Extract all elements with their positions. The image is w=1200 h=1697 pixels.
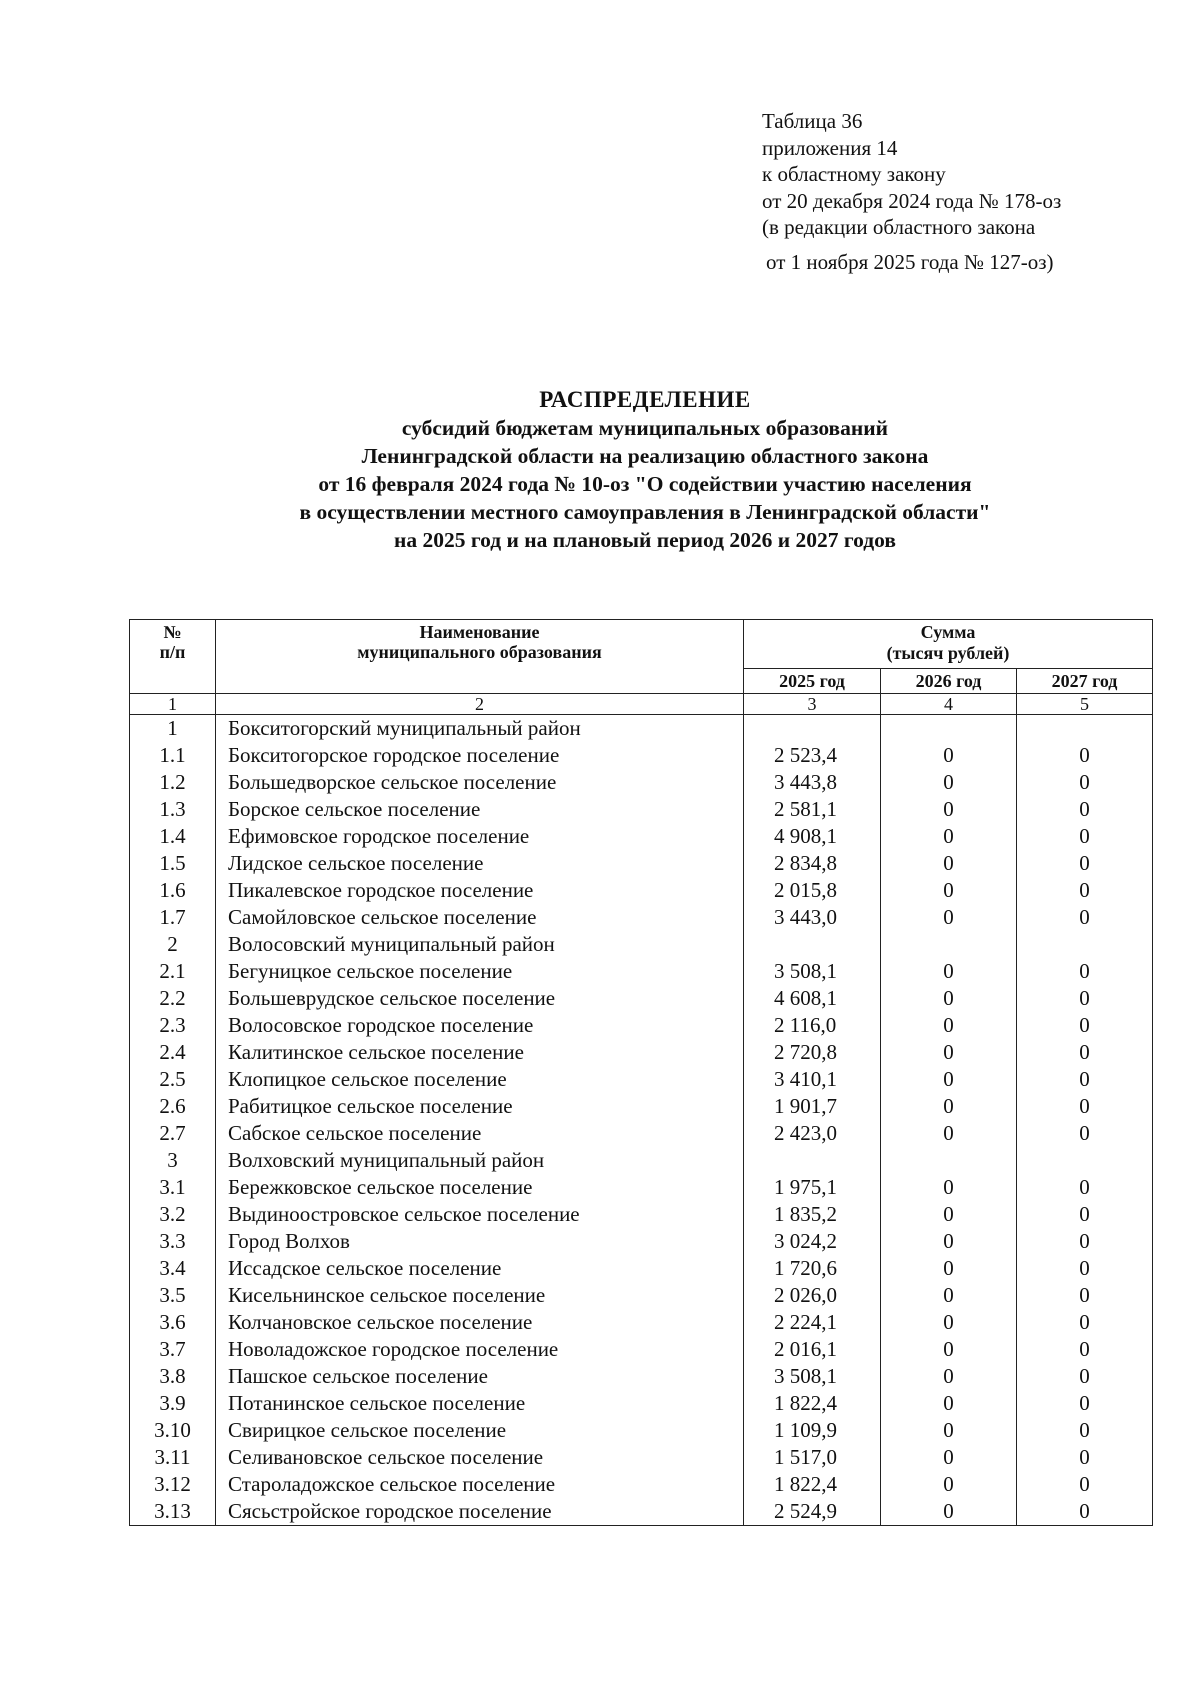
row-value-2025: 1 517,0 bbox=[744, 1444, 881, 1471]
row-value-2025 bbox=[744, 1147, 881, 1174]
row-value-2027: 0 bbox=[1017, 1174, 1153, 1201]
row-value-2027: 0 bbox=[1017, 1444, 1153, 1471]
row-value-2027: 0 bbox=[1017, 1255, 1153, 1282]
row-name: Староладожское сельское поселение bbox=[216, 1471, 744, 1498]
title-main: РАСПРЕДЕЛЕНИЕ bbox=[539, 387, 751, 412]
row-value-2025: 3 410,1 bbox=[744, 1066, 881, 1093]
row-value-2025 bbox=[744, 931, 881, 958]
row-value-2027: 0 bbox=[1017, 742, 1153, 769]
row-value-2027: 0 bbox=[1017, 1093, 1153, 1120]
row-number: 2.4 bbox=[130, 1039, 216, 1066]
row-value-2025: 2 834,8 bbox=[744, 850, 881, 877]
table-row bbox=[130, 796, 1153, 823]
table-reference-header bbox=[762, 108, 1061, 275]
row-number: 3.7 bbox=[130, 1336, 216, 1363]
table-row bbox=[130, 850, 1153, 877]
row-value-2026: 0 bbox=[881, 1471, 1017, 1498]
row-number: 3.13 bbox=[130, 1498, 216, 1526]
row-value-2027: 0 bbox=[1017, 1363, 1153, 1390]
row-name: Свирицкое сельское поселение bbox=[216, 1417, 744, 1444]
row-value-2027: 0 bbox=[1017, 1120, 1153, 1147]
row-name: Калитинское сельское поселение bbox=[216, 1039, 744, 1066]
row-value-2025: 2 524,9 bbox=[744, 1498, 881, 1526]
row-value-2027 bbox=[1017, 1147, 1153, 1174]
table-row bbox=[130, 1471, 1153, 1498]
row-value-2026 bbox=[881, 931, 1017, 958]
header-line-5: (в редакции областного закона bbox=[762, 215, 1036, 239]
row-name: Иссадское сельское поселение bbox=[216, 1255, 744, 1282]
header-number bbox=[130, 620, 216, 694]
row-name: Бережковское сельское поселение bbox=[216, 1174, 744, 1201]
table-row bbox=[130, 958, 1153, 985]
row-value-2026: 0 bbox=[881, 1390, 1017, 1417]
row-value-2025: 3 443,0 bbox=[744, 904, 881, 931]
row-value-2026: 0 bbox=[881, 1174, 1017, 1201]
row-number: 3.4 bbox=[130, 1255, 216, 1282]
row-name: Селивановское сельское поселение bbox=[216, 1444, 744, 1471]
row-value-2027: 0 bbox=[1017, 1282, 1153, 1309]
title-line-5: на 2025 год и на плановый период 2026 и 2027 годов bbox=[394, 528, 896, 552]
row-number: 2.2 bbox=[130, 985, 216, 1012]
row-name: Большедворское сельское поселение bbox=[216, 769, 744, 796]
row-number: 1.3 bbox=[130, 796, 216, 823]
table-row bbox=[130, 877, 1153, 904]
header-line-3: к областному закону bbox=[762, 162, 946, 186]
row-value-2025: 2 720,8 bbox=[744, 1039, 881, 1066]
row-value-2025: 2 016,1 bbox=[744, 1336, 881, 1363]
row-value-2027: 0 bbox=[1017, 1471, 1153, 1498]
row-value-2026: 0 bbox=[881, 1228, 1017, 1255]
row-value-2027: 0 bbox=[1017, 904, 1153, 931]
row-value-2027: 0 bbox=[1017, 796, 1153, 823]
table-row bbox=[130, 715, 1153, 743]
row-name: Колчановское сельское поселение bbox=[216, 1309, 744, 1336]
table-row bbox=[130, 823, 1153, 850]
header-line-2: приложения 14 bbox=[762, 135, 898, 160]
header-year-2027: 2027 год bbox=[1017, 669, 1153, 694]
row-number: 3.6 bbox=[130, 1309, 216, 1336]
header-line-6: от 1 ноября 2025 года № 127-оз) bbox=[766, 249, 1054, 274]
row-name: Бокситогорское городское поселение bbox=[216, 742, 744, 769]
row-value-2027: 0 bbox=[1017, 958, 1153, 985]
row-value-2027: 0 bbox=[1017, 1012, 1153, 1039]
table-row bbox=[130, 1417, 1153, 1444]
table-row bbox=[130, 1228, 1153, 1255]
row-name: Бокситогорский муниципальный район bbox=[216, 715, 744, 743]
row-name: Волховский муниципальный район bbox=[216, 1147, 744, 1174]
row-name: Выдиноостровское сельское поселение bbox=[216, 1201, 744, 1228]
row-value-2027: 0 bbox=[1017, 877, 1153, 904]
title-line-1: субсидий бюджетам муниципальных образований bbox=[401, 416, 889, 440]
row-value-2026 bbox=[881, 1147, 1017, 1174]
row-value-2026: 0 bbox=[881, 985, 1017, 1012]
table-row bbox=[130, 1201, 1153, 1228]
title-line-2: Ленинградской области на реализацию областного закона bbox=[361, 444, 929, 468]
row-value-2025: 1 835,2 bbox=[744, 1201, 881, 1228]
row-name: Пикалевское городское поселение bbox=[216, 877, 744, 904]
column-number-4: 4 bbox=[881, 694, 1017, 715]
row-number: 2.3 bbox=[130, 1012, 216, 1039]
row-name: Лидское сельское поселение bbox=[216, 850, 744, 877]
table-row bbox=[130, 904, 1153, 931]
row-name: Борское сельское поселение bbox=[216, 796, 744, 823]
document-title bbox=[0, 386, 1200, 554]
row-value-2026: 0 bbox=[881, 1417, 1017, 1444]
row-value-2026: 0 bbox=[881, 1093, 1017, 1120]
table-row bbox=[130, 742, 1153, 769]
row-value-2027: 0 bbox=[1017, 1309, 1153, 1336]
column-number-2: 2 bbox=[216, 694, 744, 715]
row-name: Потанинское сельское поселение bbox=[216, 1390, 744, 1417]
row-name: Волосовский муниципальный район bbox=[216, 931, 744, 958]
row-number: 3.12 bbox=[130, 1471, 216, 1498]
row-number: 3.10 bbox=[130, 1417, 216, 1444]
row-value-2025: 3 508,1 bbox=[744, 1363, 881, 1390]
row-name: Самойловское сельское поселение bbox=[216, 904, 744, 931]
row-value-2025: 1 822,4 bbox=[744, 1471, 881, 1498]
row-value-2026: 0 bbox=[881, 1012, 1017, 1039]
row-value-2026: 0 bbox=[881, 1363, 1017, 1390]
row-number: 1 bbox=[130, 715, 216, 743]
row-value-2025: 2 523,4 bbox=[744, 742, 881, 769]
table-row bbox=[130, 1066, 1153, 1093]
table-row bbox=[130, 1390, 1153, 1417]
row-value-2025: 1 901,7 bbox=[744, 1093, 881, 1120]
column-number-1: 1 bbox=[130, 694, 216, 715]
row-value-2027: 0 bbox=[1017, 1039, 1153, 1066]
row-number: 3 bbox=[130, 1147, 216, 1174]
header-year-2025: 2025 год bbox=[744, 669, 881, 694]
header-line-1: Таблица 36 bbox=[762, 109, 863, 133]
row-value-2025: 1 975,1 bbox=[744, 1174, 881, 1201]
row-value-2025: 3 443,8 bbox=[744, 769, 881, 796]
row-number: 2.1 bbox=[130, 958, 216, 985]
row-value-2026: 0 bbox=[881, 1498, 1017, 1526]
row-value-2025: 1 822,4 bbox=[744, 1390, 881, 1417]
table-row bbox=[130, 1147, 1153, 1174]
header-name-line1: Наименование bbox=[419, 622, 540, 642]
row-name: Ефимовское городское поселение bbox=[216, 823, 744, 850]
row-name: Бегуницкое сельское поселение bbox=[216, 958, 744, 985]
row-value-2026: 0 bbox=[881, 742, 1017, 769]
row-value-2026: 0 bbox=[881, 1066, 1017, 1093]
row-value-2027: 0 bbox=[1017, 1201, 1153, 1228]
row-value-2026: 0 bbox=[881, 769, 1017, 796]
title-line-4: в осуществлении местного самоуправления в Ленинградской области" bbox=[299, 500, 991, 524]
row-number: 2.7 bbox=[130, 1120, 216, 1147]
table-row bbox=[130, 1255, 1153, 1282]
row-name: Клопицкое сельское поселение bbox=[216, 1066, 744, 1093]
table-body bbox=[130, 715, 1153, 1526]
row-number: 2.5 bbox=[130, 1066, 216, 1093]
header-sum-line2: (тысяч рублей) bbox=[886, 643, 1010, 663]
row-value-2027: 0 bbox=[1017, 850, 1153, 877]
row-value-2026: 0 bbox=[881, 1336, 1017, 1363]
row-value-2027: 0 bbox=[1017, 823, 1153, 850]
row-number: 2 bbox=[130, 931, 216, 958]
row-value-2027: 0 bbox=[1017, 1417, 1153, 1444]
row-number: 3.3 bbox=[130, 1228, 216, 1255]
header-name bbox=[216, 620, 744, 694]
row-value-2027 bbox=[1017, 715, 1153, 743]
row-value-2026 bbox=[881, 715, 1017, 743]
row-number: 1.4 bbox=[130, 823, 216, 850]
table-row bbox=[130, 1174, 1153, 1201]
header-line-4: от 20 декабря 2024 года № 178-оз bbox=[762, 188, 1062, 213]
table-row bbox=[130, 1012, 1153, 1039]
row-value-2026: 0 bbox=[881, 1444, 1017, 1471]
row-value-2026: 0 bbox=[881, 823, 1017, 850]
row-name: Пашское сельское поселение bbox=[216, 1363, 744, 1390]
distribution-table bbox=[129, 619, 1153, 1526]
table-header bbox=[130, 620, 1153, 715]
row-value-2027 bbox=[1017, 931, 1153, 958]
table-row bbox=[130, 1444, 1153, 1471]
row-value-2026: 0 bbox=[881, 1201, 1017, 1228]
row-name: Сабское сельское поселение bbox=[216, 1120, 744, 1147]
row-value-2026: 0 bbox=[881, 1039, 1017, 1066]
header-sum-line1: Сумма bbox=[920, 622, 976, 642]
row-value-2025: 1 720,6 bbox=[744, 1255, 881, 1282]
table-row bbox=[130, 1363, 1153, 1390]
header-number-line2: п/п bbox=[159, 642, 186, 662]
table-row bbox=[130, 1282, 1153, 1309]
row-value-2027: 0 bbox=[1017, 1336, 1153, 1363]
row-value-2026: 0 bbox=[881, 958, 1017, 985]
table-row bbox=[130, 769, 1153, 796]
row-value-2025: 2 116,0 bbox=[744, 1012, 881, 1039]
row-number: 3.2 bbox=[130, 1201, 216, 1228]
row-value-2026: 0 bbox=[881, 877, 1017, 904]
row-value-2026: 0 bbox=[881, 1282, 1017, 1309]
row-value-2025: 4 608,1 bbox=[744, 985, 881, 1012]
header-number-line1: № bbox=[163, 622, 182, 642]
column-number-row bbox=[130, 694, 1153, 715]
table-row bbox=[130, 1120, 1153, 1147]
header-year-2026: 2026 год bbox=[881, 669, 1017, 694]
row-number: 1.1 bbox=[130, 742, 216, 769]
row-number: 3.11 bbox=[130, 1444, 216, 1471]
header-sum bbox=[744, 620, 1153, 669]
row-value-2025: 3 508,1 bbox=[744, 958, 881, 985]
row-value-2027: 0 bbox=[1017, 1228, 1153, 1255]
row-number: 2.6 bbox=[130, 1093, 216, 1120]
row-name: Сясьстройское городское поселение bbox=[216, 1498, 744, 1526]
row-value-2025: 3 024,2 bbox=[744, 1228, 881, 1255]
table-row bbox=[130, 1336, 1153, 1363]
row-number: 3.1 bbox=[130, 1174, 216, 1201]
row-value-2025 bbox=[744, 715, 881, 743]
row-value-2027: 0 bbox=[1017, 1498, 1153, 1526]
row-value-2025: 1 109,9 bbox=[744, 1417, 881, 1444]
column-number-5: 5 bbox=[1017, 694, 1153, 715]
row-value-2025: 4 908,1 bbox=[744, 823, 881, 850]
row-value-2026: 0 bbox=[881, 1255, 1017, 1282]
table-row bbox=[130, 1093, 1153, 1120]
title-line-3: от 16 февраля 2024 года № 10-оз "О содействии участию населения bbox=[318, 472, 972, 496]
row-value-2026: 0 bbox=[881, 1120, 1017, 1147]
table-row bbox=[130, 1039, 1153, 1066]
row-name: Большеврудское сельское поселение bbox=[216, 985, 744, 1012]
row-number: 1.6 bbox=[130, 877, 216, 904]
row-value-2026: 0 bbox=[881, 904, 1017, 931]
row-number: 3.5 bbox=[130, 1282, 216, 1309]
row-value-2026: 0 bbox=[881, 850, 1017, 877]
row-number: 1.7 bbox=[130, 904, 216, 931]
row-value-2027: 0 bbox=[1017, 985, 1153, 1012]
row-number: 3.8 bbox=[130, 1363, 216, 1390]
row-name: Кисельнинское сельское поселение bbox=[216, 1282, 744, 1309]
header-name-line2: муниципального образования bbox=[357, 642, 602, 662]
row-name: Город Волхов bbox=[216, 1228, 744, 1255]
row-value-2025: 2 581,1 bbox=[744, 796, 881, 823]
table-row bbox=[130, 985, 1153, 1012]
row-value-2027: 0 bbox=[1017, 1066, 1153, 1093]
row-number: 1.2 bbox=[130, 769, 216, 796]
row-value-2025: 2 026,0 bbox=[744, 1282, 881, 1309]
row-value-2025: 2 423,0 bbox=[744, 1120, 881, 1147]
table-row bbox=[130, 931, 1153, 958]
row-value-2025: 2 224,1 bbox=[744, 1309, 881, 1336]
row-value-2026: 0 bbox=[881, 1309, 1017, 1336]
row-value-2027: 0 bbox=[1017, 769, 1153, 796]
row-value-2025: 2 015,8 bbox=[744, 877, 881, 904]
row-name: Волосовское городское поселение bbox=[216, 1012, 744, 1039]
row-name: Рабитицкое сельское поселение bbox=[216, 1093, 744, 1120]
table-row bbox=[130, 1498, 1153, 1526]
row-value-2026: 0 bbox=[881, 796, 1017, 823]
row-name: Новоладожское городское поселение bbox=[216, 1336, 744, 1363]
row-value-2027: 0 bbox=[1017, 1390, 1153, 1417]
table-row bbox=[130, 1309, 1153, 1336]
row-number: 1.5 bbox=[130, 850, 216, 877]
column-number-3: 3 bbox=[744, 694, 881, 715]
row-number: 3.9 bbox=[130, 1390, 216, 1417]
